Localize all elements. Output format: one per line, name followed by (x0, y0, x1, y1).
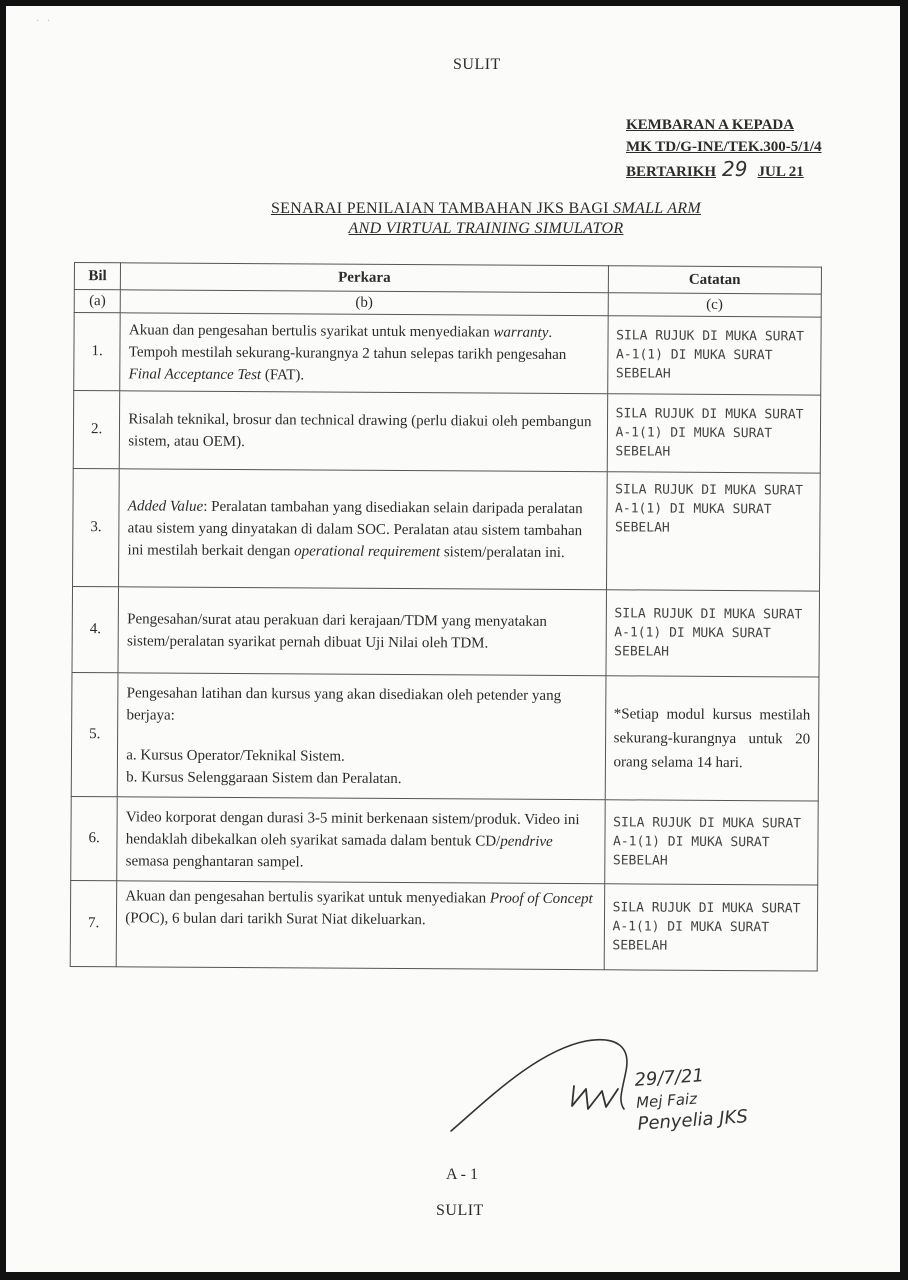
row-number: 3. (73, 468, 120, 586)
perkara-italic: warranty (493, 324, 549, 341)
date-label: BERTARIKH (626, 164, 717, 180)
table-row (74, 313, 821, 396)
perkara-text: (POC), 6 bulan dari tarikh Surat Niat dikeluarkan. (125, 910, 426, 929)
reference-block (626, 114, 822, 183)
row-catatan: SILA RUJUK DI MUKA SURAT A-1(1) DI MUKA SURAT SEBELAH (604, 800, 818, 885)
row-catatan: SILA RUJUK DI MUKA SURAT A-1(1) DI MUKA SURAT SEBELAH (606, 590, 820, 677)
row-catatan: SILA RUJUK DI MUKA SURAT A-1(1) DI MUKA SURAT SEBELAH (607, 394, 821, 473)
assessment-table (70, 262, 822, 972)
row-perkara (117, 881, 605, 970)
table-row (72, 586, 820, 677)
table-row (71, 672, 819, 801)
document-title (156, 199, 816, 239)
row-perkara: Risalah teknikal, brosur dan technical drawing (perlu diakui oleh pembangun sistem, atau OEM). (120, 391, 608, 472)
signature-annotation (634, 1062, 749, 1136)
perkara-text: sistem/peralatan ini. (440, 543, 565, 561)
perkara-italic: Added Value (127, 497, 204, 515)
header-catatan: Catatan (608, 266, 822, 294)
row-catatan: SILA RUJUK DI MUKA SURAT A-1(1) DI MUKA SURAT SEBELAH (604, 884, 818, 971)
signature-rank: Mej Faiz (635, 1089, 698, 1112)
reference-line-2: MK TD/G-INE/TEK.300-5/1/4 (626, 139, 822, 155)
signature-date: 29/7/21 (633, 1065, 705, 1091)
header-bil: Bil (74, 263, 120, 290)
title-line-2: AND VIRTUAL TRAINING SIMULATOR (348, 220, 624, 237)
perkara-text: Video korporat dengan durasi 3-5 minit berkenaan sistem/produk. Video ini hendaklah dibekalkan oleh syarikat samada dalam bentuk CD/ (125, 808, 580, 850)
reference-line-1: KEMBARAN A KEPADA (626, 117, 795, 133)
row-catatan: SILA RUJUK DI MUKA SURAT A-1(1) DI MUKA SURAT SEBELAH (606, 472, 820, 591)
perkara-item-a: a. Kursus Operator/Teknikal Sistem. (126, 746, 345, 765)
row-number: 1. (74, 313, 121, 391)
row-number: 4. (72, 586, 119, 672)
signature-role: Penyelia JKS (636, 1106, 749, 1135)
perkara-text: Pengesahan latihan dan kursus yang akan disediakan oleh petender yang berjaya: (126, 684, 562, 724)
subheader-c: (c) (608, 293, 822, 317)
signature-stroke (446, 1031, 646, 1141)
row-perkara (120, 313, 608, 394)
table-row (73, 468, 821, 591)
perkara-text: semasa penghantaran sampel. (125, 852, 304, 870)
row-perkara (117, 797, 605, 884)
perkara-italic: Proof of Concept (489, 890, 593, 908)
perkara-text: Akuan dan pengesahan bertulis syarikat untuk menyediakan (125, 888, 490, 907)
row-catatan: *Setiap modul kursus mestilah sekurang-kurangnya untuk 20 orang selama 14 hari. (605, 676, 819, 801)
subheader-b: (b) (121, 290, 608, 316)
row-perkara (119, 469, 607, 590)
row-perkara (118, 673, 606, 800)
perkara-text: . Tempoh mestilah sekurang-kurangnya 2 tahun selepas tarikh pengesahan (128, 324, 567, 363)
row-number: 6. (71, 796, 118, 880)
row-number: 7. (70, 880, 117, 966)
perkara-italic: pendrive (500, 833, 553, 850)
subheader-a: (a) (74, 290, 120, 313)
perkara-italic: Final Acceptance Test (128, 365, 262, 383)
reference-date (626, 158, 822, 183)
header-perkara: Perkara (121, 263, 608, 293)
perkara-item-b: b. Kursus Selenggaraan Sistem dan Peralatan. (126, 768, 402, 787)
row-perkara: Pengesahan/surat atau perakuan dari kerajaan/TDM yang menyatakan sistem/peralatan syarikat pernah dibuat Uji Nilai oleh TDM. (118, 587, 606, 676)
row-number: 5. (71, 672, 118, 796)
footer-classification: SULIT (436, 1202, 484, 1219)
perkara-italic: operational requirement (294, 542, 441, 560)
table-row (73, 391, 820, 474)
table-row (71, 796, 818, 885)
scan-specks: · · (36, 16, 51, 27)
date-month-year: JUL 21 (757, 164, 804, 180)
document-page (6, 6, 900, 1272)
perkara-text: : Peralatan tambahan yang disediakan selain daripada peralatan atau sistem yang dinyatakan di dalam SOC. Peralatan atau sistem tambahan ini mestilah berkait dengan (127, 498, 583, 559)
title-line-1: SENARAI PENILAIAN TAMBAHAN JKS BAGI (270, 200, 614, 217)
date-day-handwritten: 29 (722, 157, 748, 181)
row-catatan: SILA RUJUK DI MUKA SURAT A-1(1) DI MUKA SURAT SEBELAH (607, 316, 821, 395)
table-row (70, 880, 818, 971)
header-classification: SULIT (453, 56, 501, 73)
perkara-text: Akuan dan pengesahan bertulis syarikat untuk menyediakan (128, 321, 494, 341)
page-number: A - 1 (446, 1166, 478, 1183)
perkara-text: (FAT). (261, 366, 305, 383)
row-number: 2. (73, 391, 120, 469)
title-line-1-italic: SMALL ARM (613, 200, 702, 217)
